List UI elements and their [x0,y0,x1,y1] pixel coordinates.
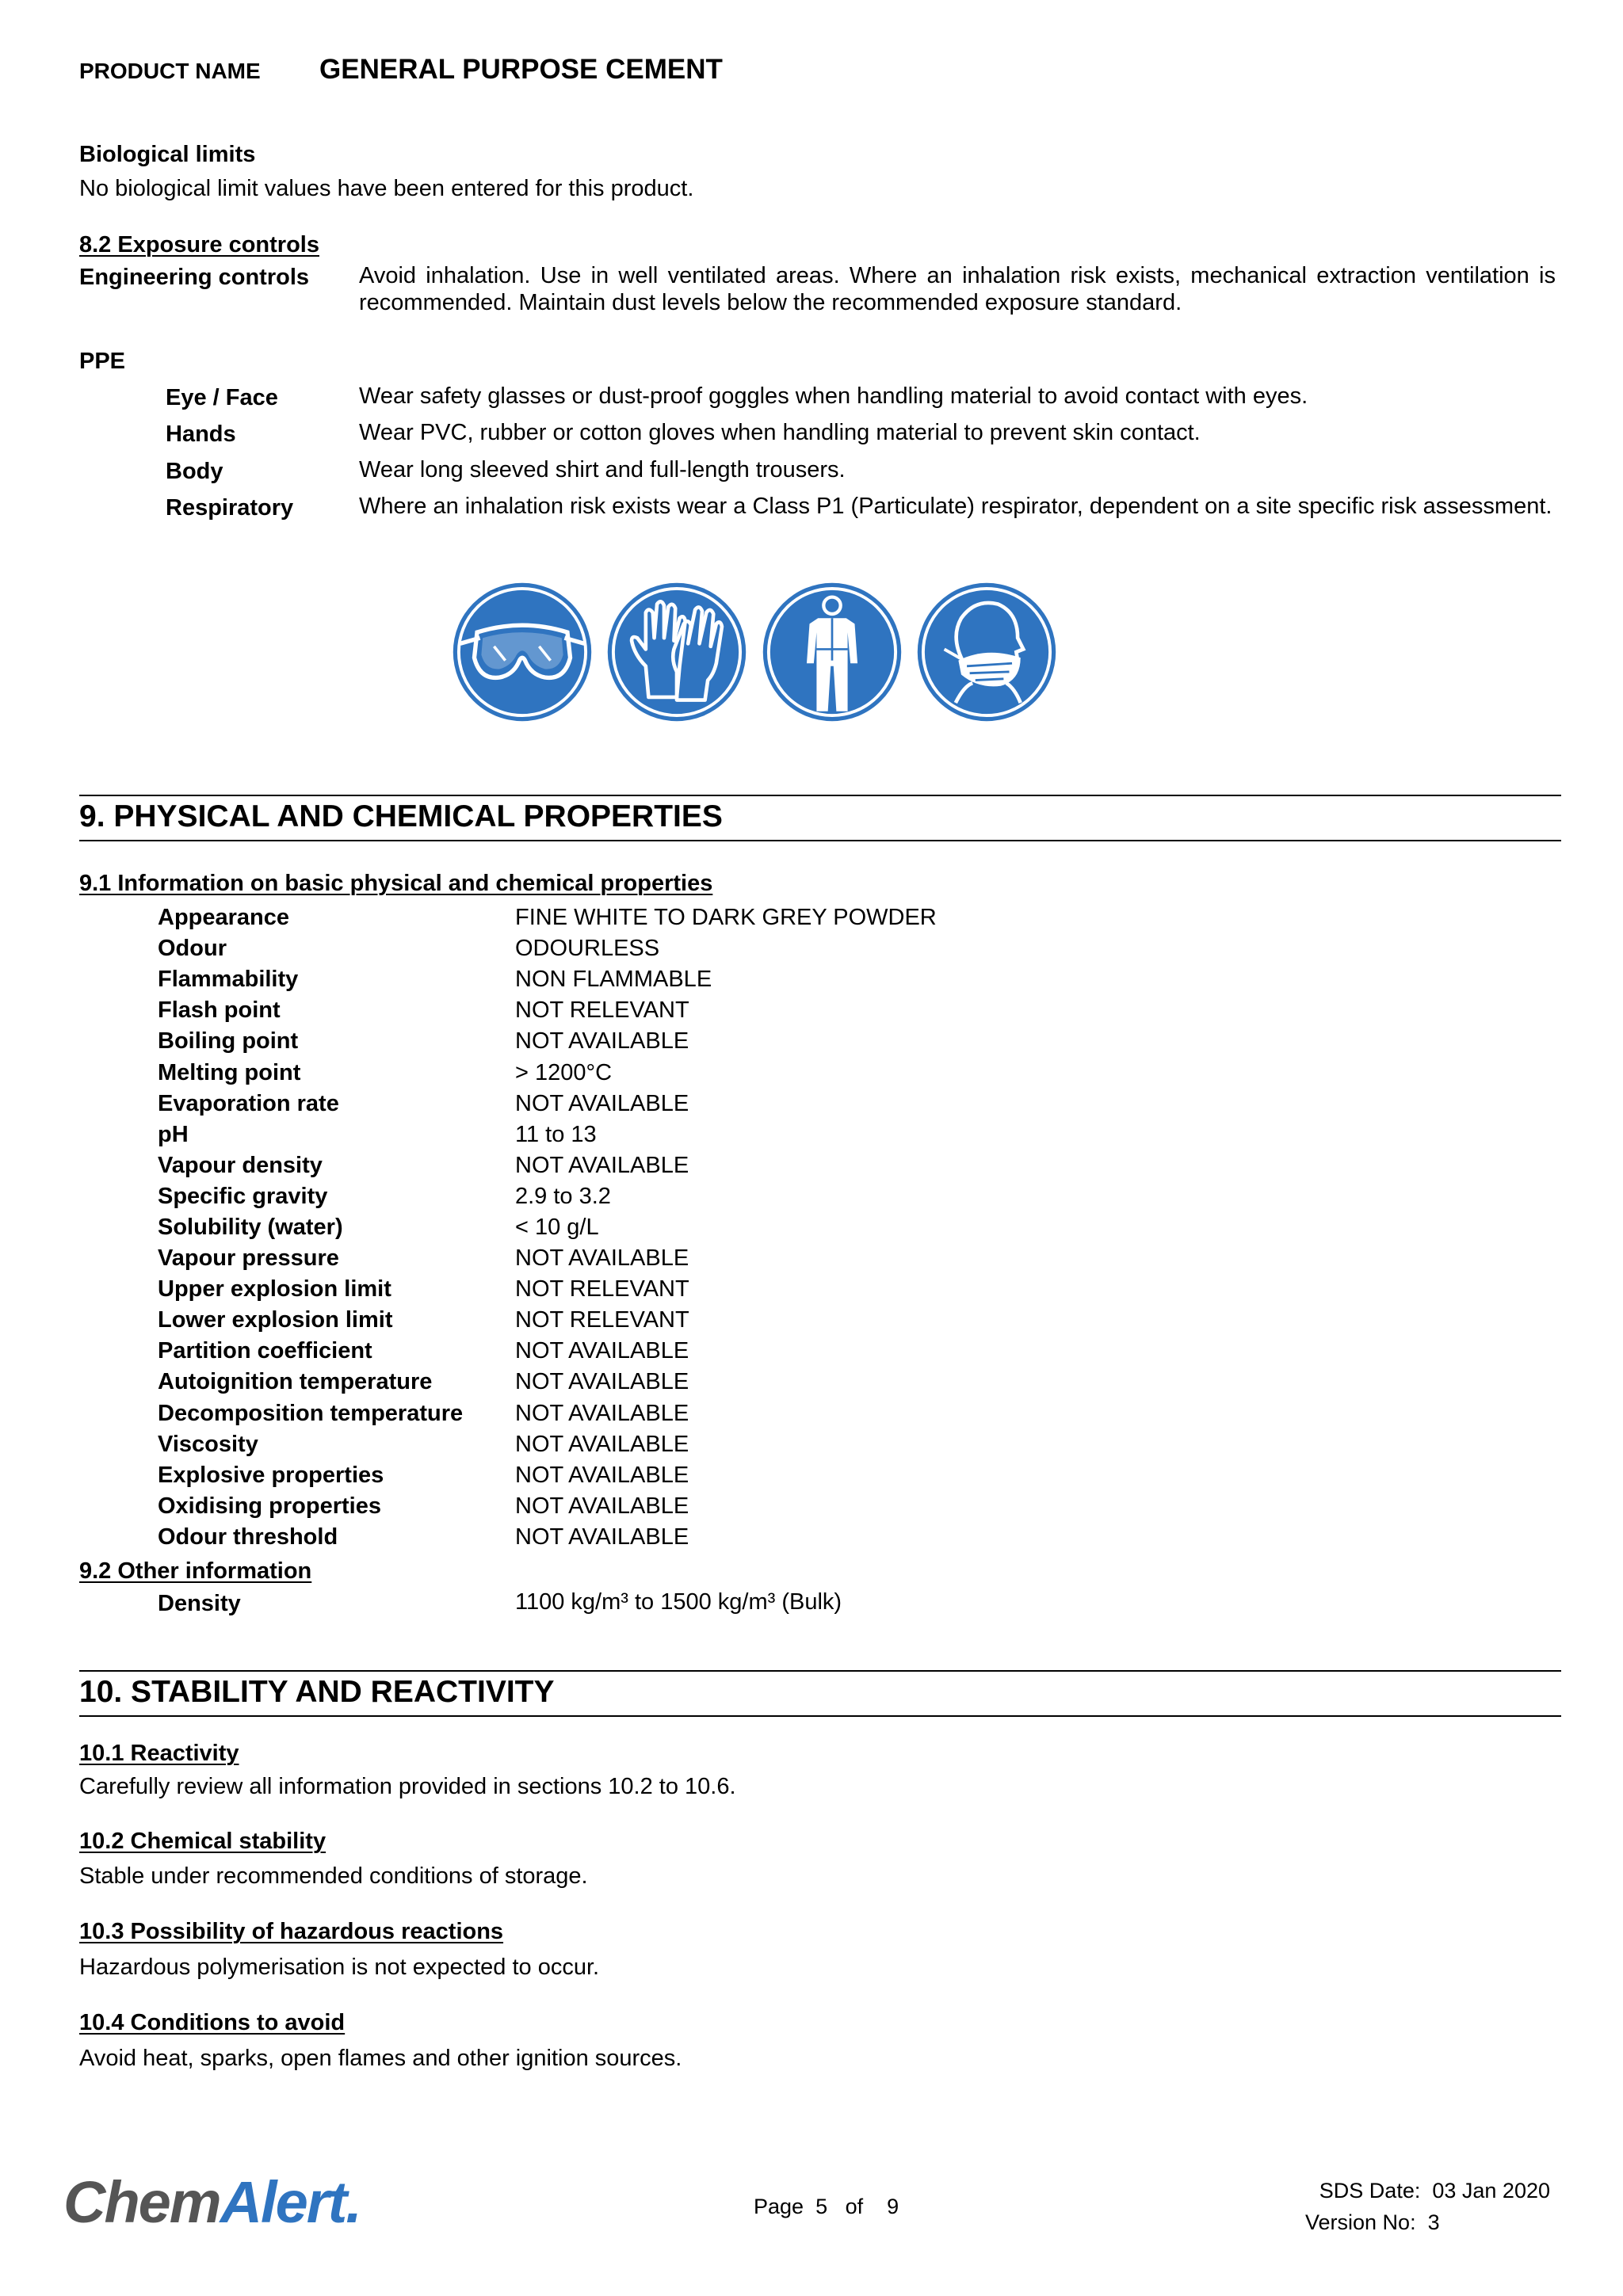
property-row [158,1243,937,1274]
property-label: Flammability [158,967,299,993]
property-label: Upper explosion limit [158,1276,391,1302]
property-label: Oxidising properties [158,1493,381,1519]
property-value: NOT RELEVANT [515,1276,689,1302]
property-row [158,1057,937,1088]
gloves-icon [606,582,747,723]
logo-chem: Chem [63,2169,220,2235]
property-value: 11 to 13 [515,1121,597,1147]
property-value: NOT AVAILABLE [515,1400,689,1426]
chemical-stability-text: Stable under recommended conditions of storage. [79,1863,588,1889]
reactivity-heading: 10.1 Reactivity [79,1741,239,1766]
property-row [158,902,937,933]
property-value: NOT AVAILABLE [515,1462,689,1488]
version-number [1305,2210,1440,2235]
property-value: ODOURLESS [515,936,660,962]
property-row [158,995,937,1026]
ppe-eye-face-label: Eye / Face [166,385,278,410]
ppe-eye-face-text: Wear safety glasses or dust-proof goggles when handling material to avoid contact with eyes. [359,383,1308,409]
version-label: Version No: [1305,2210,1416,2234]
property-value: NOT AVAILABLE [515,1338,689,1364]
page-label: Page [754,2195,804,2218]
property-value: NON FLAMMABLE [515,967,712,993]
property-value: NOT AVAILABLE [515,1090,689,1116]
property-row [158,1491,937,1522]
section9-bottom-rule [79,840,1561,841]
property-value: NOT AVAILABLE [515,1493,689,1519]
ppe-hands-text: Wear PVC, rubber or cotton gloves when handling material to prevent skin contact. [359,420,1201,445]
chemical-stability-heading: 10.2 Chemical stability [79,1829,327,1854]
property-label: Specific gravity [158,1183,328,1209]
sds-date-value: 03 Jan 2020 [1432,2179,1550,2203]
section10-bottom-rule [79,1715,1561,1717]
page-current: 5 [815,2195,828,2218]
property-value: NOT AVAILABLE [515,1245,689,1272]
property-row [158,1212,937,1243]
page-of: of [845,2195,864,2218]
goggles-icon [452,582,593,723]
ppe-heading: PPE [79,349,126,374]
property-label: Vapour pressure [158,1245,339,1272]
coveralls-icon [762,582,903,723]
property-label: Melting point [158,1059,301,1085]
property-row [158,964,937,995]
density-value: 1100 kg/m³ to 1500 kg/m³ (Bulk) [515,1589,842,1615]
ppe-body-text: Wear long sleeved shirt and full-length trousers. [359,457,846,482]
logo-alert: Alert. [220,2169,361,2235]
engineering-controls-text: Avoid inhalation. Use in well ventilated areas. Where an inhalation risk exists, mechanical extraction ventilation is recommended. Maintain dust levels below the recommended exposure standard. [359,263,1556,315]
property-label: Flash point [158,997,281,1024]
page-number [754,2195,899,2219]
ppe-respiratory-text: Where an inhalation risk exists wear a Class P1 (Particulate) respirator, dependent on a site specific risk assessment. [359,494,1552,519]
property-label: Partition coefficient [158,1338,372,1364]
chemalert-logo [63,2171,361,2234]
reactivity-text: Carefully review all information provided in sections 10.2 to 10.6. [79,1774,736,1799]
property-value: NOT AVAILABLE [515,1028,689,1055]
property-row [158,1305,937,1336]
section9-top-rule [79,795,1561,796]
property-row [158,1181,937,1212]
property-value: NOT AVAILABLE [515,1431,689,1457]
property-row [158,1026,937,1057]
product-name: GENERAL PURPOSE CEMENT [319,54,723,85]
hazardous-reactions-text: Hazardous polymerisation is not expected to occur. [79,1955,600,1980]
property-label: pH [158,1121,189,1147]
property-value: < 10 g/L [515,1214,599,1240]
property-label: Viscosity [158,1431,258,1457]
property-label: Appearance [158,905,290,931]
product-name-label: PRODUCT NAME [79,59,261,83]
property-row [158,1367,937,1398]
ppe-body-label: Body [166,459,223,484]
properties-table [158,902,937,1553]
ppe-hands-label: Hands [166,421,236,447]
property-value: NOT RELEVANT [515,997,689,1024]
conditions-to-avoid-text: Avoid heat, sparks, open flames and other ignition sources. [79,2046,682,2071]
property-value: NOT AVAILABLE [515,1524,689,1550]
respirator-icon [916,582,1057,723]
property-row [158,1398,937,1429]
sds-date-label: SDS Date: [1319,2179,1421,2203]
property-label: Autoignition temperature [158,1369,433,1395]
ppe-respiratory-label: Respiratory [166,495,294,521]
property-row [158,1336,937,1367]
property-label: Boiling point [158,1028,299,1055]
page-total: 9 [887,2195,899,2218]
property-value: NOT AVAILABLE [515,1152,689,1178]
biological-limits-text: No biological limit values have been entered for this product. [79,176,694,201]
property-label: Evaporation rate [158,1090,339,1116]
version-value: 3 [1427,2210,1440,2234]
property-value: 2.9 to 3.2 [515,1183,611,1209]
property-label: Explosive properties [158,1462,384,1488]
property-row [158,1460,937,1491]
section10-title: 10. STABILITY AND REACTIVITY [79,1675,555,1709]
property-label: Decomposition temperature [158,1400,464,1426]
property-value: NOT AVAILABLE [515,1369,689,1395]
property-row [158,933,937,964]
hazardous-reactions-heading: 10.3 Possibility of hazardous reactions [79,1919,504,1944]
property-row [158,1089,937,1119]
property-label: Odour [158,936,227,962]
property-label: Odour threshold [158,1524,338,1550]
property-row [158,1274,937,1305]
sds-date [1319,2179,1550,2203]
property-row [158,1119,937,1150]
property-label: Vapour density [158,1152,323,1178]
section9-title: 9. PHYSICAL AND CHEMICAL PROPERTIES [79,799,723,833]
section10-top-rule [79,1670,1561,1672]
engineering-controls-label: Engineering controls [79,265,310,290]
section9-1-heading: 9.1 Information on basic physical and chemical properties [79,871,713,896]
property-row [158,1429,937,1460]
conditions-to-avoid-heading: 10.4 Conditions to avoid [79,2010,346,2035]
property-label: Solubility (water) [158,1214,343,1240]
exposure-controls-heading: 8.2 Exposure controls [79,232,319,257]
section9-2-heading: 9.2 Other information [79,1558,312,1584]
property-value: FINE WHITE TO DARK GREY POWDER [515,905,937,931]
property-value: NOT RELEVANT [515,1307,689,1333]
property-label: Lower explosion limit [158,1307,393,1333]
property-value: > 1200°C [515,1059,613,1085]
density-label: Density [158,1591,241,1616]
property-row [158,1150,937,1181]
biological-limits-heading: Biological limits [79,142,256,167]
property-row [158,1522,937,1553]
